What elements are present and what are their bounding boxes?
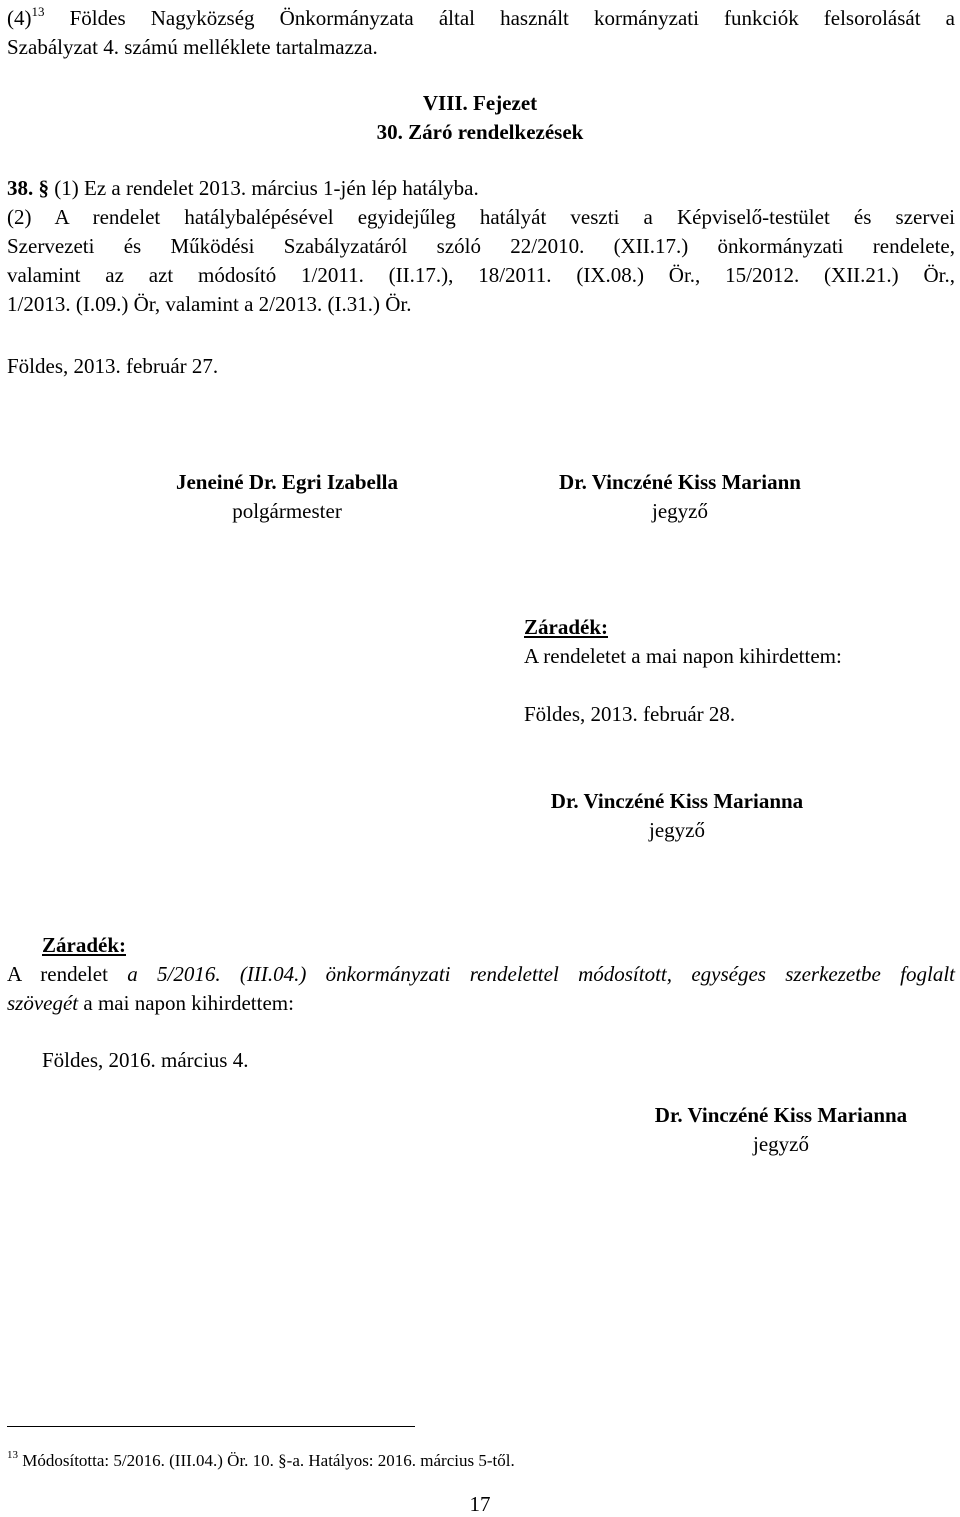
clause2-signer-role: jegyző: [753, 1132, 809, 1156]
signature-notary-role: jegyző: [652, 499, 708, 523]
page-number: 17: [469, 1492, 491, 1516]
section-number: 38.: [7, 176, 34, 200]
section-38-p1: (1) Ez a rendelet 2013. március 1-jén lép hatályba.: [54, 176, 479, 200]
section-38-p2-line4: 1/2013. (I.09.) Ör, valamint a 2/2013. (I.31.) Ör.: [7, 292, 412, 316]
footnote-ref[interactable]: 13: [31, 4, 45, 19]
signature-notary-name: Dr. Vinczéné Kiss Mariann: [559, 470, 801, 494]
chapter-subtitle: 30. Záró rendelkezések: [376, 120, 584, 144]
signature-mayor-role: polgármester: [232, 499, 342, 523]
clause2-title: Záradék:: [42, 933, 126, 957]
clause2-line1: [7, 964, 955, 985]
signature-mayor-name: Jeneiné Dr. Egri Izabella: [175, 470, 399, 494]
clause1-text: A rendeletet a mai napon kihirdettem:: [524, 644, 842, 668]
chapter-title: VIII. Fejezet: [422, 91, 538, 115]
footnote-separator: [7, 1426, 415, 1427]
para4-prefix: (4): [7, 6, 32, 30]
place-date-1: Földes, 2013. február 27.: [7, 354, 219, 378]
clause1-title: Záradék:: [524, 615, 608, 639]
clause1-signer-name: Dr. Vinczéné Kiss Marianna: [550, 789, 804, 813]
clause2-signer-name: Dr. Vinczéné Kiss Marianna: [654, 1103, 908, 1127]
section-38-p2-line2: Szervezeti és Működési Szabályzatáról szóló 22/2010. (XII.17.) önkormányzati rendelete,: [7, 234, 955, 258]
section-38-p1-line: [7, 178, 479, 199]
para4-line1-text: Földes Nagyközség Önkormányzata által használt kormányzati funkciók felsorolását a: [69, 6, 956, 30]
footnote-text: Módosította: 5/2016. (III.04.) Ör. 10. §-a. Hatályos: 2016. március 5-től.: [22, 1451, 515, 1470]
clause2-line1-b: a 5/2016. (III.04.) önkormányzati rendelettel módosított, egységes szerkezetbe foglalt: [127, 962, 956, 986]
clause1-date: Földes, 2013. február 28.: [524, 702, 736, 726]
clause2-date: Földes, 2016. március 4.: [42, 1048, 249, 1072]
section-sign: §: [38, 176, 49, 200]
clause2-line2-b: a mai napon kihirdettem:: [83, 991, 294, 1015]
section-38-p2-line3: valamint az azt módosító 1/2011. (II.17.), 18/2011. (IX.08.) Ör., 15/2012. (XII.21.) Ör.,: [7, 263, 955, 287]
clause2-line2-a: szövegét: [7, 991, 79, 1015]
clause1-signer-role: jegyző: [649, 818, 705, 842]
para4-line2: Szabályzat 4. számú melléklete tartalmazza.: [7, 35, 378, 59]
para4-line1: [7, 4, 956, 30]
section-38-p2-line1: (2) A rendelet hatálybalépésével egyidejűleg hatályát veszti a Képviselő-testület és szervei: [7, 205, 955, 229]
clause2-line1-a: A rendelet: [7, 962, 108, 986]
footnote-number: 13: [7, 1449, 18, 1461]
clause2-line2: [7, 993, 294, 1014]
footnote: [7, 1449, 515, 1470]
